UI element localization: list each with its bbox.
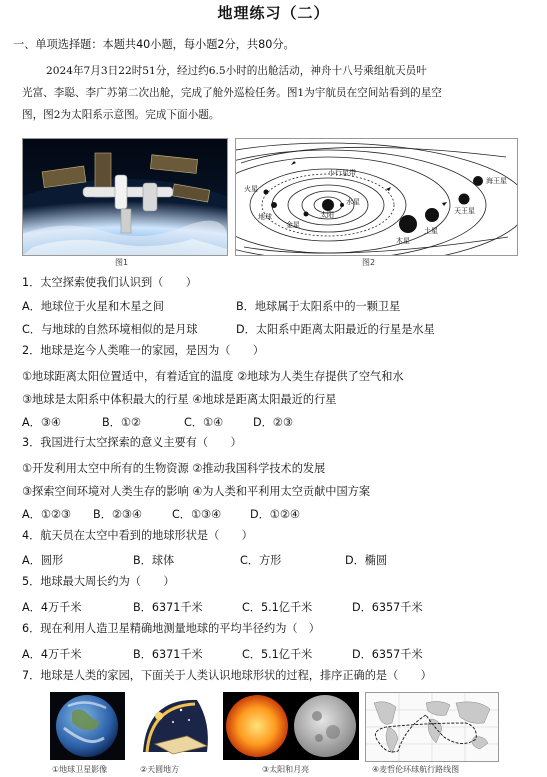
- q6-option-d: D．6357千米: [352, 648, 423, 661]
- q2-option-a: A．③④: [22, 416, 61, 429]
- q6-option-a: A．4万千米: [22, 648, 82, 661]
- saturn-icon: [425, 208, 439, 222]
- question-5: 5．地球最大周长约为（ ）: [22, 575, 175, 588]
- earth-icon: [271, 202, 277, 208]
- q6-option-c: C．5.1亿千米: [242, 648, 313, 661]
- q3-statements-1: ①开发利用太空中所有的生物资源 ②推动我国科学技术的发展: [22, 462, 326, 475]
- q5-option-c: C．5.1亿千米: [242, 601, 313, 614]
- caption-magellan-route: ④麦哲伦环球航行路线图: [372, 765, 460, 774]
- sun-icon: [226, 695, 288, 757]
- neptune-icon: [473, 176, 483, 186]
- uranus-label: 天王星: [454, 207, 475, 215]
- caption-sun-and-moon: ③太阳和月亮: [262, 765, 310, 774]
- q4-option-a: A．圆形: [22, 554, 64, 567]
- venus-label: 金星: [286, 221, 300, 229]
- page-title: 地理练习（二）: [217, 4, 330, 22]
- venus-icon: [304, 212, 309, 217]
- q1-option-d: D．太阳系中距离太阳最近的行星是水星: [236, 323, 435, 336]
- intro-line-3: 图，图2为太阳系示意图。完成下面小题。: [22, 109, 220, 121]
- q4-option-d: D．椭圆: [345, 554, 388, 567]
- mercury-label: 水星: [346, 198, 360, 206]
- q6-option-b: B．6371千米: [133, 648, 203, 661]
- q5-option-d: D．6357千米: [352, 601, 423, 614]
- intro-line-2: 光富、李聪、李广苏第二次出舱，完成了舱外巡检任务。图1为宇航员在空间站看到的星空: [22, 87, 442, 99]
- moon-icon: [294, 695, 356, 757]
- section-heading: 一、单项选择题：本题共40小题，每小题2分，共80分。: [13, 38, 295, 51]
- q3-statements-2: ③探索空间环境对人类生存的影响 ④为人类和平利用太空贡献中国方案: [22, 485, 371, 498]
- q5-option-b: B．6371千米: [133, 601, 203, 614]
- q2-statements-1: ①地球距离太阳位置适中，有着适宜的温度 ②地球为人类生存提供了空气和水: [22, 370, 404, 383]
- mercury-icon: [340, 203, 344, 207]
- q1-option-a: A．地球位于火星和木星之间: [22, 300, 164, 313]
- question-2: 2．地球是迄今人类唯一的家园，是因为（ ）: [22, 344, 265, 357]
- sun-label: 太阳: [320, 211, 334, 219]
- q2-option-d: D．②③: [253, 416, 293, 429]
- saturn-label: 土星: [424, 227, 438, 235]
- sun-icon: [322, 199, 334, 211]
- magellan-route-map: [365, 692, 499, 762]
- question-7: 7．地球是人类的家园，下面关于人类认识地球形状的过程，排序正确的是（ ）: [22, 669, 432, 682]
- question-6: 6．现在利用人造卫星精确地测量地球的平均半径约为（ ）: [22, 622, 320, 635]
- question-1: 1．太空探索使我们认识到（ ）: [22, 276, 197, 289]
- earth-label: 地球: [258, 213, 272, 221]
- q1-option-c: C．与地球的自然环境相似的是月球: [22, 323, 198, 336]
- jupiter-icon: [399, 215, 417, 233]
- neptune-label: 海王星: [486, 177, 507, 185]
- q4-option-c: C．方形: [240, 554, 282, 567]
- caption-round-sky-square-earth: ②天圆地方: [140, 765, 180, 774]
- figure-2-caption: 图2: [362, 258, 376, 267]
- uranus-icon: [459, 194, 470, 205]
- q5-option-a: A．4万千米: [22, 601, 82, 614]
- q1-option-b: B．地球属于太阳系中的一颗卫星: [236, 300, 401, 313]
- round-sky-square-earth-image: [137, 692, 212, 760]
- q4-option-b: B．球体: [133, 554, 175, 567]
- q3-option-d: D．①②④: [250, 508, 300, 521]
- sun-and-moon-image: [223, 692, 359, 760]
- mars-label: 火星: [244, 185, 258, 193]
- q3-option-a: A．①②③: [22, 508, 71, 521]
- mars-icon: [264, 190, 269, 195]
- figure-1-caption: 图1: [115, 258, 129, 267]
- figure-2-solar-system-diagram: [235, 138, 518, 256]
- asteroid-belt-label: 小行星带: [328, 169, 356, 177]
- jupiter-label: 木星: [396, 237, 410, 245]
- earth-satellite-image: [50, 692, 125, 760]
- q3-option-b: B．②③④: [93, 508, 142, 521]
- q3-option-c: C．①③④: [172, 508, 222, 521]
- intro-line-1: 2024年7月3日22时51分，经过约6.5小时的出舱活动，神舟十八号乘组航天员叶: [46, 65, 427, 77]
- question-3: 3．我国进行太空探索的意义主要有（ ）: [22, 436, 242, 449]
- caption-earth-satellite: ①地球卫星影像: [52, 765, 108, 774]
- q2-option-b: B．①②: [102, 416, 141, 429]
- figure-1-space-station-image: [22, 138, 228, 256]
- q2-statements-2: ③地球是太阳系中体积最大的行星 ④地球是距离太阳最近的行星: [22, 393, 337, 406]
- q2-option-c: C．①④: [184, 416, 224, 429]
- question-4: 4．航天员在太空中看到的地球形状是（ ）: [22, 529, 253, 542]
